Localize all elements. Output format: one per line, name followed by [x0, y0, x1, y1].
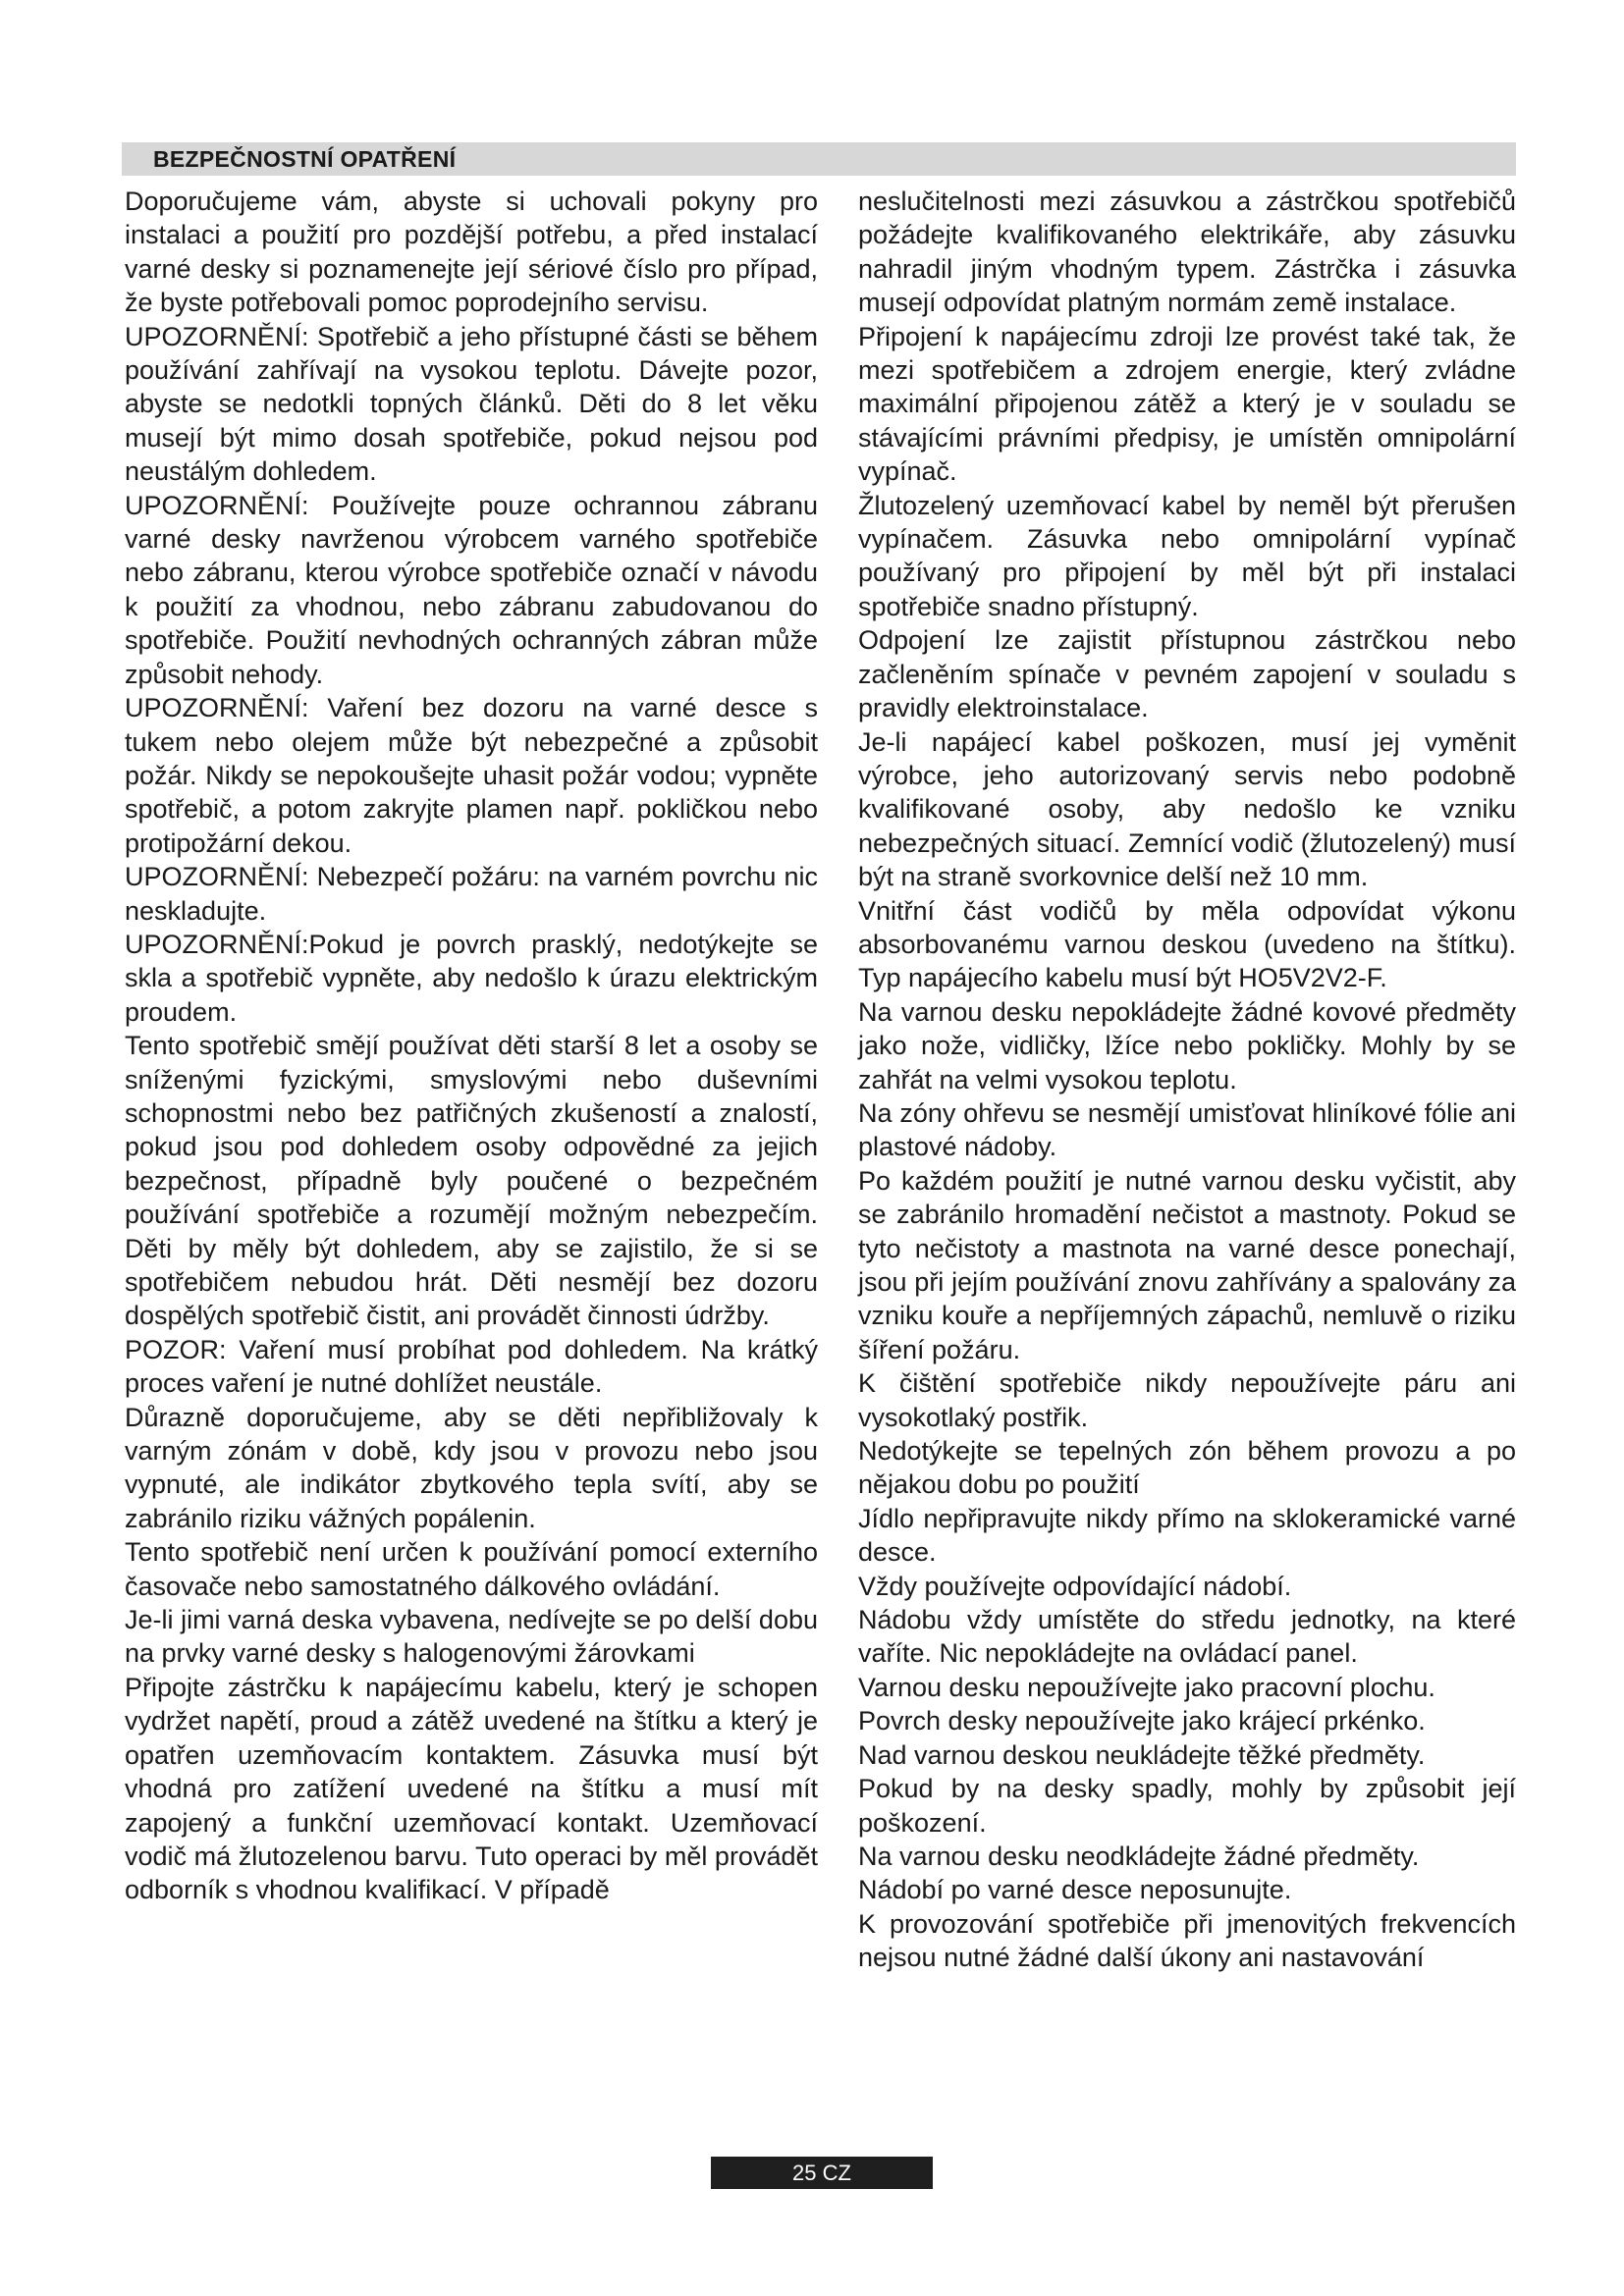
paragraph: Je-li jimi varná deska vybavena, nedívejte se po delší dobu na prvky varné desky s halogenovými žárovkami [125, 1605, 818, 1669]
paragraph: Vnitřní část vodičů by měla odpovídat výkonu absorbovanému varnou deskou (uvedeno na štítku). Typ napájecího kabelu musí být HO5V2V2-F. [858, 895, 1516, 993]
paragraph: UPOZORNĚNÍ: Nebezpečí požáru: na varném povrchu nic neskladujte. [125, 862, 818, 926]
paragraph: K provozování spotřebiče při jmenovitých frekvencích nejsou nutné žádné další úkony ani nastavování [858, 1908, 1516, 1973]
paragraph: Odpojení lze zajistit přístupnou zástrčkou nebo začleněním spínače v pevném zapojení v souladu s pravidly elektroinstalace. [858, 625, 1516, 723]
paragraph: Důrazně doporučujeme, aby se děti nepřibližovaly k varným zónám v době, kdy jsou v provozu nebo jsou vypnuté, ale indikátor zbytkového tepla svítí, aby se zabránilo riziku vážných popálenin. [125, 1402, 818, 1533]
paragraph: Nádobu vždy umístěte do středu jednotky, na které vaříte. Nic nepokládejte na ovládací panel. [858, 1605, 1516, 1669]
left-column [125, 185, 818, 1907]
section-header-bar [122, 142, 1516, 176]
paragraph: Povrch desky nepoužívejte jako krájecí prkénko. [858, 1706, 1426, 1736]
paragraph: UPOZORNĚNÍ:Pokud je povrch prasklý, nedotýkejte se skla a spotřebič vypněte, aby nedošlo k úrazu elektrickým proudem. [125, 929, 818, 1027]
paragraph: Pokud by na desky spadly, mohly by způsobit její poškození. [858, 1774, 1516, 1838]
page-number: 25 CZ [711, 2157, 933, 2189]
paragraph: K čištění spotřebiče nikdy nepoužívejte páru ani vysokotlaký postřik. [858, 1368, 1516, 1432]
paragraph: neslučitelnosti mezi zásuvkou a zástrčkou spotřebičů požádejte kvalifikovaného elektrikáře, aby zásuvku nahradil jiným vhodným typem. Zástrčka i zásuvka musejí odpovídat platným normám země instalace. [858, 187, 1516, 318]
paragraph: Nedotýkejte se tepelných zón během provozu a po nějakou dobu po použití [858, 1436, 1516, 1500]
paragraph: Varnou desku nepoužívejte jako pracovní plochu. [858, 1672, 1435, 1702]
paragraph: Připojte zástrčku k napájecímu kabelu, který je schopen vydržet napětí, proud a zátěž uvedené na štítku a který je opatřen uzemňovacím kontaktem. Zásuvka musí být vhodná pro zatížení uvedené na štítku a musí mít zapojený a funkční uzemňovací kontakt. Uzemňovací vodič má žlutozelenou barvu. Tuto operaci by měl provádět odborník s vhodnou kvalifikací. V případě [125, 1672, 818, 1905]
paragraph: Na varnou desku nepokládejte žádné kovové předměty jako nože, vidličky, lžíce nebo pokličky. Mohly by se zahřát na velmi vysokou teplotu. [858, 996, 1516, 1095]
right-column [858, 185, 1516, 1975]
paragraph: Na varnou desku neodkládejte žádné předměty. [858, 1841, 1420, 1871]
section-title: BEZPEČNOSTNÍ OPATŘENÍ [153, 146, 457, 172]
paragraph: UPOZORNĚNÍ: Vaření bez dozoru na varné desce s tukem nebo olejem může být nebezpečné a způsobit požár. Nikdy se nepokoušejte uhasit požár vodou; vypněte spotřebič, a potom zakryjte plamen např. pokličkou nebo protipožární dekou. [125, 693, 818, 858]
paragraph: Po každém použití je nutné varnou desku vyčistit, aby se zabránilo hromadění nečistot a mastnoty. Pokud se tyto nečistoty a mastnota na varné desce ponechají, jsou při jejím používání znovu zahřívány a spalovány za vzniku kouře a nepříjemných zápachů, nemluvě o riziku šíření požáru. [858, 1165, 1516, 1364]
paragraph: UPOZORNĚNÍ: Spotřebič a jeho přístupné části se během používání zahřívají na vysokou teplotu. Dávejte pozor, abyste se nedotkli topných článků. Děti do 8 let věku musejí být mimo dosah spotřebiče, pokud nejsou pod neustálým dohledem. [125, 321, 818, 487]
paragraph: Doporučujeme vám, abyste si uchovali pokyny pro instalaci a použití pro pozdější potřebu, a před instalací varné desky si poznamenejte její sériové číslo pro případ, že byste potřebovali pomoc poprodejního servisu. [125, 187, 818, 318]
paragraph: Na zóny ohřevu se nesmějí umisťovat hliníkové fólie ani plastové nádoby. [858, 1097, 1516, 1162]
paragraph: Nad varnou deskou neukládejte těžké předměty. [858, 1739, 1426, 1770]
paragraph: Vždy používejte odpovídající nádobí. [858, 1571, 1292, 1601]
paragraph: Připojení k napájecímu zdroji lze provést také tak, že mezi spotřebičem a zdrojem energie, který zvládne maximální připojenou zátěž a který je v souladu se stávajícími právními předpisy, je umístěn omnipolární vypínač. [858, 321, 1516, 487]
paragraph: Žlutozelený uzemňovací kabel by neměl být přerušen vypínačem. Zásuvka nebo omnipolární vypínač používaný pro připojení by měl být při instalaci spotřebiče snadno přístupný. [858, 490, 1516, 621]
paragraph: Nádobí po varné desce neposunujte. [858, 1875, 1292, 1905]
paragraph: Tento spotřebič není určen k používání pomocí externího časovače nebo samostatného dálkového ovládání. [125, 1537, 818, 1601]
paragraph: Tento spotřebič smějí používat děti starší 8 let a osoby se sníženými fyzickými, smyslovými nebo duševními schopnostmi nebo bez patřičných zkušeností a znalostí, pokud jsou pod dohledem osoby odpovědné za jejich bezpečnost, případně byly poučené o bezpečném používání spotřebiče a rozumějí možným nebezpečím. Děti by měly být dohledem, aby se zajistilo, že si se spotřebičem nebudou hrát. Děti nesmějí bez dozoru dospělých spotřebič čistit, ani provádět činnosti údržby. [125, 1031, 818, 1331]
paragraph: POZOR: Vaření musí probíhat pod dohledem. Na krátký proces vaření je nutné dohlížet neustále. [125, 1334, 818, 1399]
paragraph: Jídlo nepřipravujte nikdy přímo na sklokeramické varné desce. [858, 1503, 1516, 1568]
paragraph: Je-li napájecí kabel poškozen, musí jej vyměnit výrobce, jeho autorizovaný servis nebo podobně kvalifikované osoby, aby nedošlo ke vzniku nebezpečných situací. Zemnící vodič (žlutozelený) musí být na straně svorkovnice delší než 10 mm. [858, 726, 1516, 892]
paragraph: UPOZORNĚNÍ: Používejte pouze ochrannou zábranu varné desky navrženou výrobcem varného spotřebiče nebo zábranu, kterou výrobce spotřebiče označí v návodu k použití za vhodnou, nebo zábranu zabudovanou do spotřebiče. Použití nevhodných ochranných zábran může způsobit nehody. [125, 490, 818, 689]
